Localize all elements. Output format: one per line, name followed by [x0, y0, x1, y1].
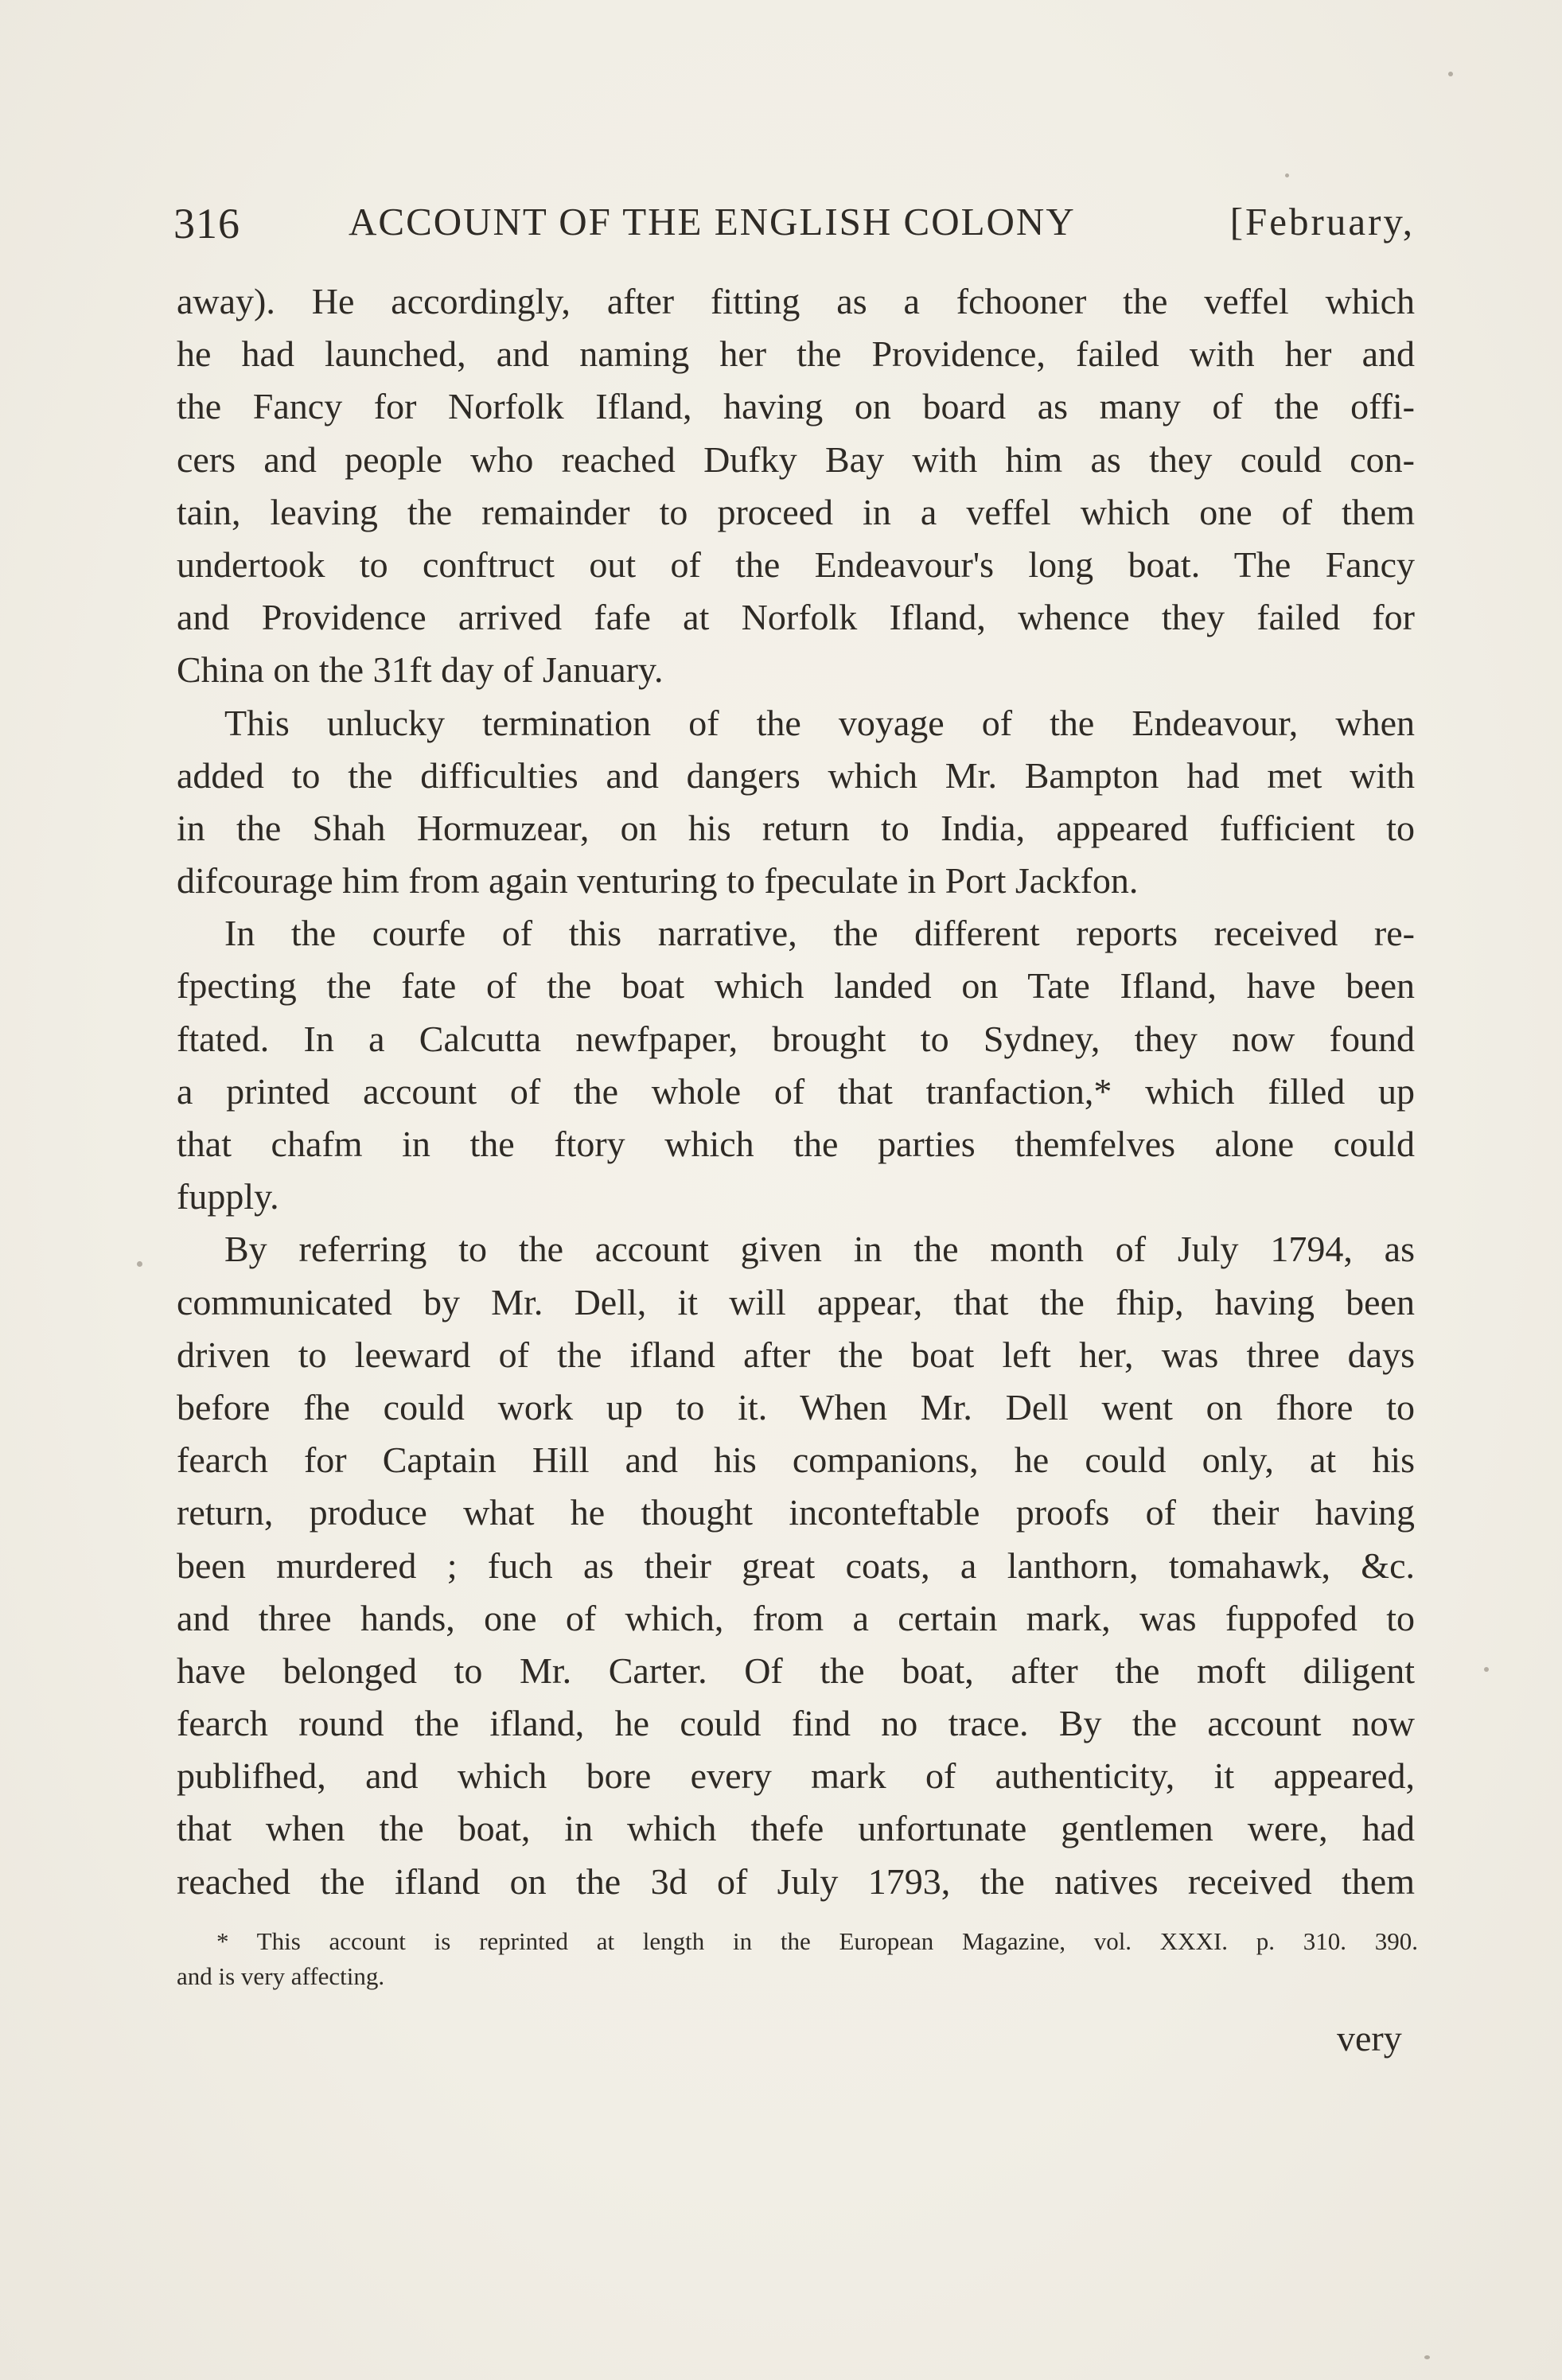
paper-speck — [1484, 1667, 1489, 1672]
text-line: added to the difficulties and dangers which Mr. Bampton had met with — [177, 754, 1415, 796]
text-line: the Fancy for Norfolk Ifland, having on board as many of the offi- — [177, 386, 1415, 427]
text-line: communicated by Mr. Dell, it will appear, that the fhip, having been — [177, 1281, 1415, 1322]
running-title: ACCOUNT OF THE ENGLISH COLONY — [349, 200, 1076, 243]
text-line: fearch for Captain Hill and his companions, he could only, at his — [177, 1439, 1415, 1481]
text-line: ftated. In a Calcutta newfpaper, brought to Sydney, they now found — [177, 1018, 1415, 1059]
body-text — [177, 275, 1415, 1908]
footnote — [177, 1924, 1418, 1994]
paper-speck — [1448, 72, 1453, 76]
text-line: tain, leaving the remainder to proceed in a veffel which one of them — [177, 491, 1415, 532]
text-line: have belonged to Mr. Carter. Of the boat, after the moft diligent — [177, 1650, 1415, 1691]
text-line: that when the boat, in which thefe unfortunate gentlemen were, had — [177, 1808, 1415, 1849]
text-line: in the Shah Hormuzear, on his return to India, appeared fufficient to — [177, 807, 1415, 848]
text-line: fearch round the ifland, he could find no trace. By the account now — [177, 1703, 1415, 1744]
text-line: that chafm in the ftory which the parties themfelves alone could — [177, 1124, 1415, 1164]
text-line: This unlucky termination of the voyage of the Endeavour, when — [224, 702, 1415, 743]
text-line: difcourage him from again venturing to fpeculate in Port Jackfon. — [177, 860, 1139, 902]
paper-speck — [1424, 2355, 1430, 2359]
text-line: China on the 31ft day of January. — [177, 649, 664, 691]
text-line: In the courfe of this narrative, the different reports received re- — [224, 913, 1415, 954]
text-line: a printed account of the whole of that tranfaction,* which filled up — [177, 1070, 1415, 1112]
text-line: before fhe could work up to it. When Mr. Dell went on fhore to — [177, 1386, 1415, 1428]
footnote-line: * This account is reprinted at length in the European Magazine, vol. XXXI. p. 310. 390. — [216, 1927, 1418, 1955]
catchword: very — [1337, 2018, 1402, 2059]
text-line: he had launched, and naming her the Providence, failed with her and — [177, 333, 1415, 375]
text-line: By referring to the account given in the month of July 1794, as — [224, 1229, 1415, 1270]
page-number: 316 — [173, 200, 240, 247]
text-line: cers and people who reached Dufky Bay with him as they could con- — [177, 438, 1415, 480]
text-line: been murdered ; fuch as their great coats, a lanthorn, tomahawk, &c. — [177, 1544, 1415, 1586]
footnote-line: and is very affecting. — [177, 1962, 385, 1990]
text-line: and three hands, one of which, from a certain mark, was fuppofed to — [177, 1597, 1415, 1638]
paper-speck — [137, 1261, 142, 1267]
text-line: away). He accordingly, after fitting as a fchooner the veffel which — [177, 281, 1415, 321]
text-line: reached the ifland on the 3d of July 1793, the natives received them — [177, 1860, 1415, 1902]
text-line: driven to leeward of the ifland after the boat left her, was three days — [177, 1334, 1415, 1375]
text-line: undertook to conftruct out of the Endeavour's long boat. The Fancy — [177, 543, 1415, 585]
running-month: [February, — [1229, 200, 1415, 243]
text-line: return, produce what he thought inconteftable proofs of their having — [177, 1492, 1415, 1533]
text-line: and Providence arrived fafe at Norfolk Ifland, whence they failed for — [177, 597, 1415, 638]
paper-speck — [1285, 173, 1289, 177]
running-head — [173, 196, 1415, 251]
text-line: fpecting the fate of the boat which landed on Tate Ifland, have been — [177, 965, 1415, 1007]
text-line: publifhed, and which bore every mark of authenticity, it appeared, — [177, 1755, 1415, 1797]
text-line: fupply. — [177, 1176, 279, 1217]
